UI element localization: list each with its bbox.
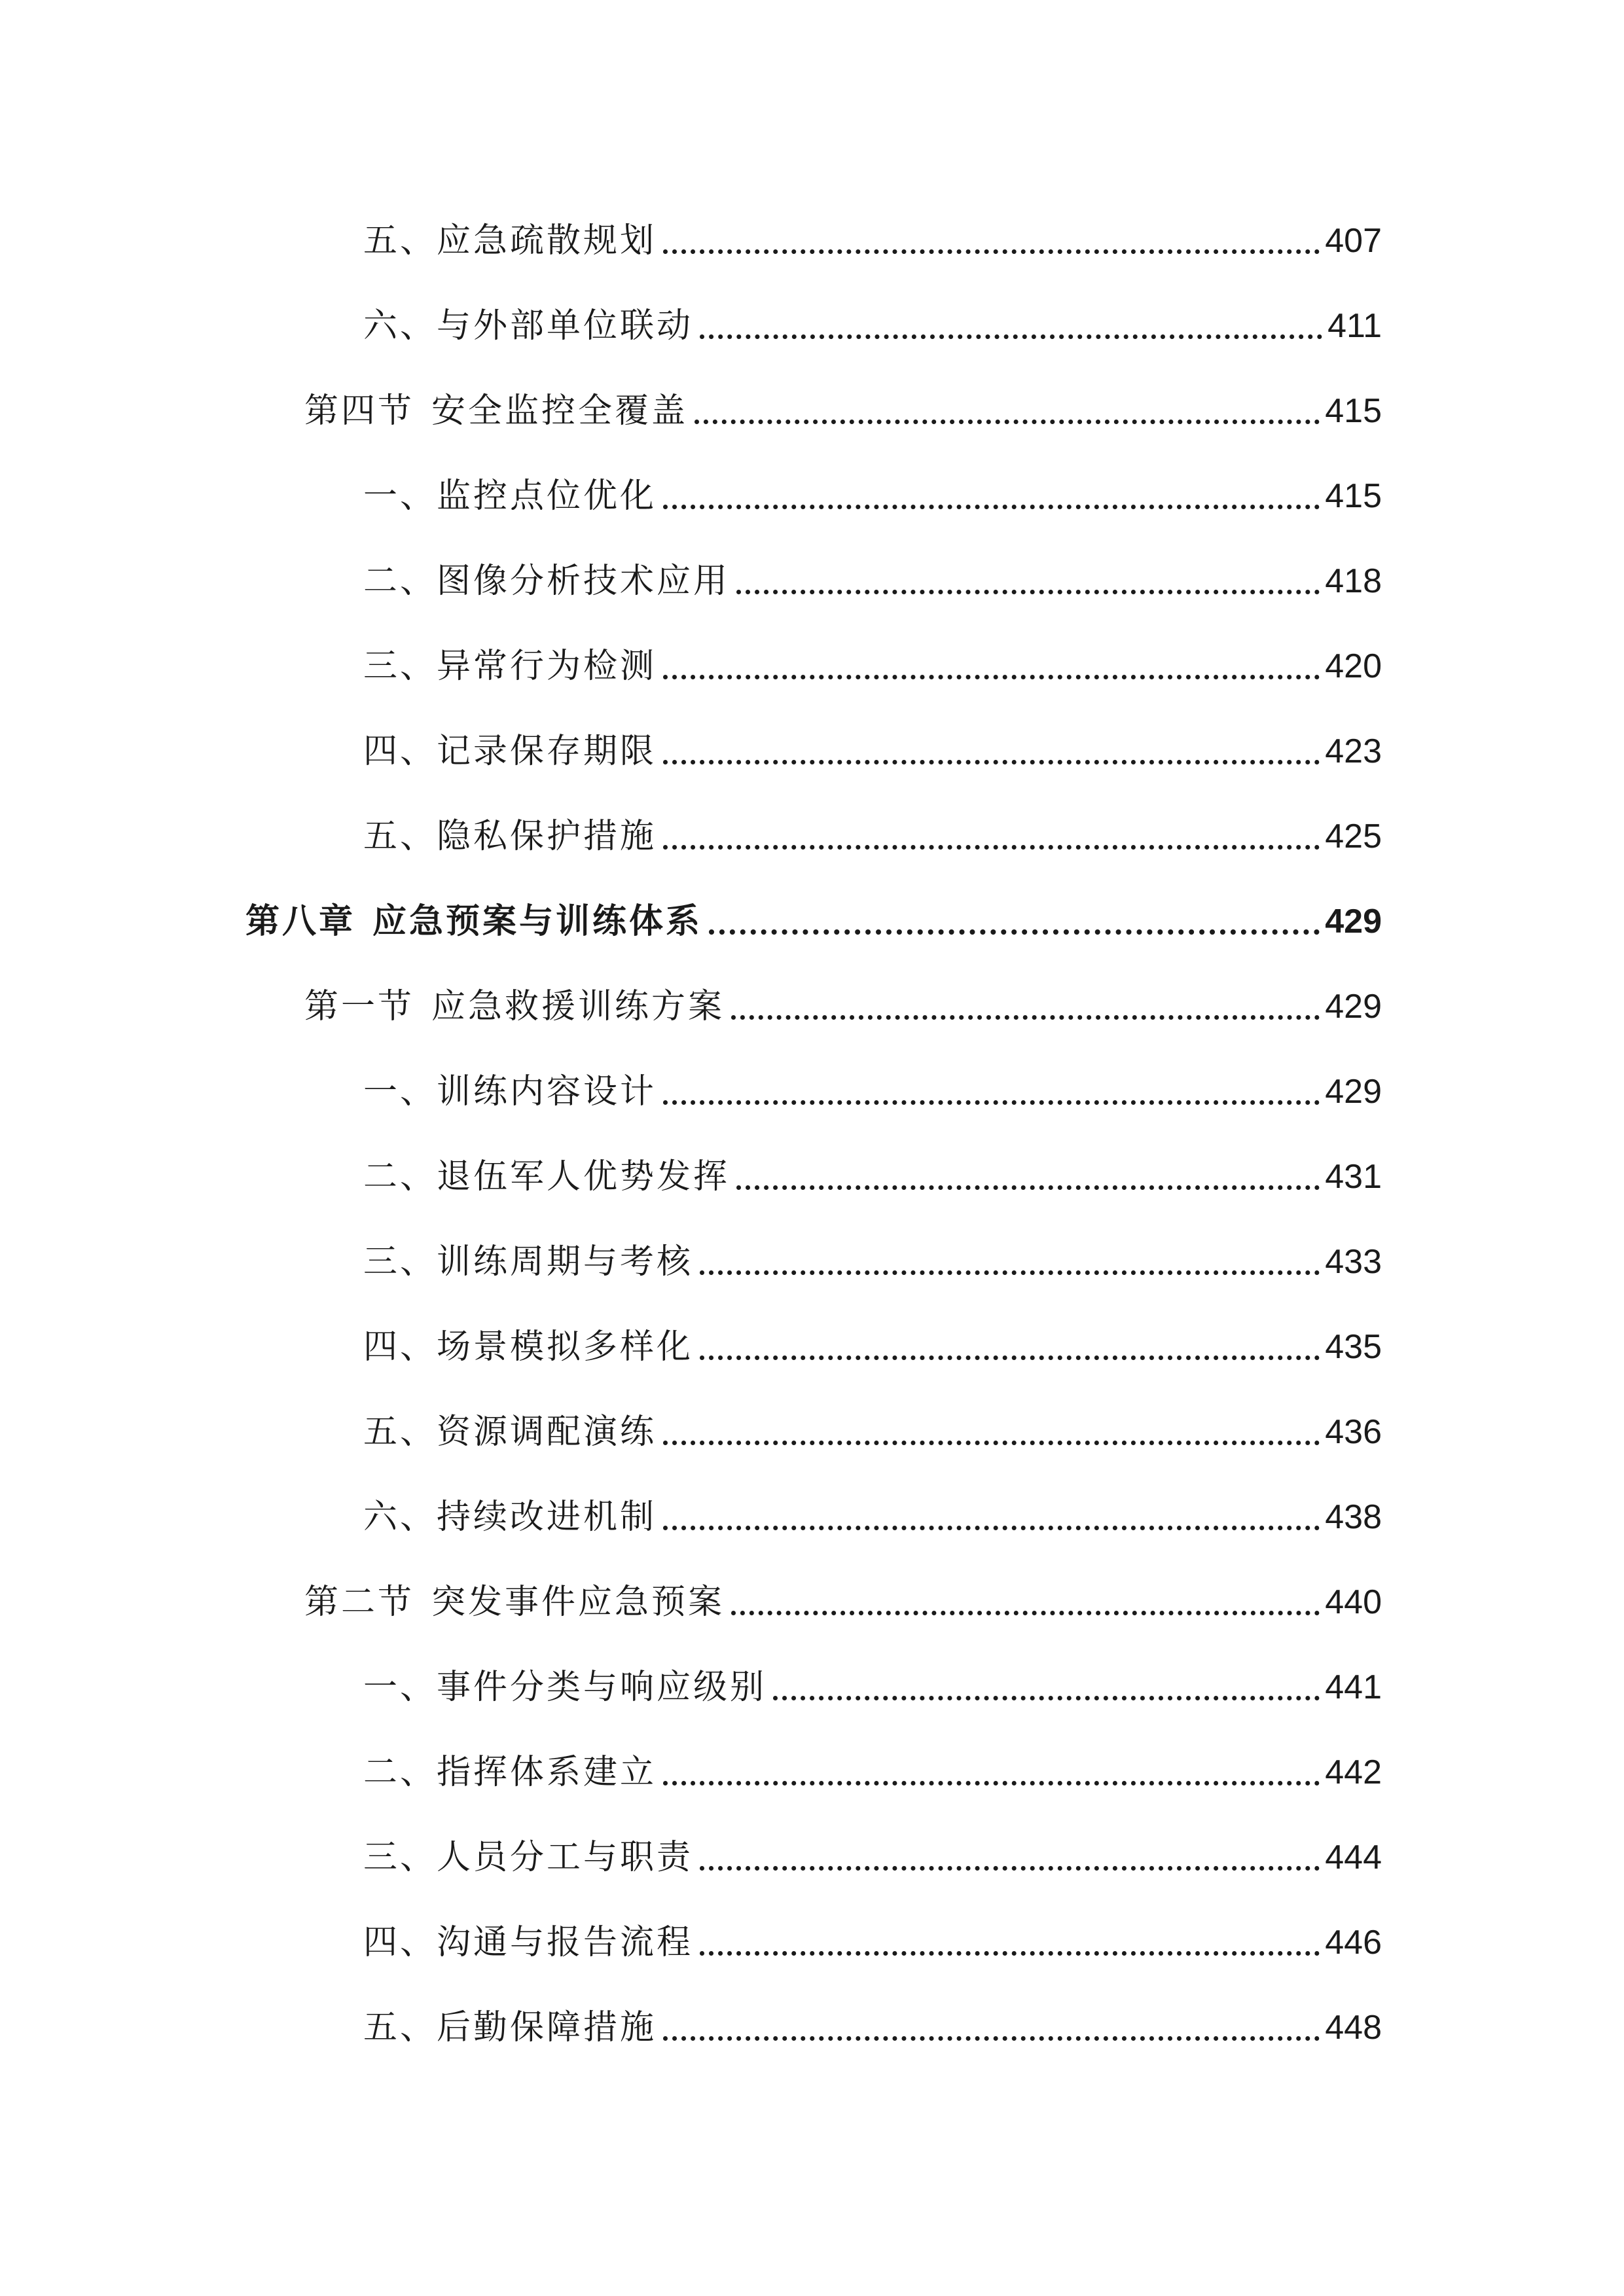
toc-entry-number: 三、 [363, 1838, 437, 1877]
toc-entry-title: 训练周期与考核 [437, 1242, 694, 1282]
toc-entry-label [363, 1751, 657, 1793]
dot-leader [663, 1100, 1320, 1105]
toc-entry-label [363, 1922, 693, 1964]
toc-entry-label [363, 645, 657, 687]
toc-entry-number: 五、 [363, 221, 437, 260]
toc-entry-title: 异常行为检测 [437, 647, 657, 686]
toc-page-number: 448 [1325, 2009, 1382, 2047]
dot-leader [695, 420, 1320, 424]
dot-leader [663, 845, 1320, 850]
toc-entry[interactable] [363, 635, 1382, 687]
toc-entry-title: 应急预案与训练体系 [372, 902, 703, 941]
toc-entry-label [363, 1156, 730, 1198]
toc-entry-label [363, 1496, 657, 1538]
toc-entry-title: 记录保存期限 [437, 732, 657, 771]
toc-entry-number: 二、 [363, 1157, 437, 1196]
toc-entry[interactable] [363, 1145, 1382, 1198]
toc-entry-title: 退伍军人优势发挥 [437, 1157, 731, 1196]
toc-page-number: 407 [1325, 222, 1382, 260]
toc-page-number: 435 [1325, 1328, 1382, 1366]
toc-page-number: 425 [1325, 817, 1382, 855]
toc-entry[interactable] [363, 1826, 1382, 1878]
toc-entry-label [363, 560, 730, 602]
dot-leader [700, 1355, 1320, 1360]
toc-entry-title: 突发事件应急预案 [431, 1583, 725, 1622]
toc-page-number: 429 [1325, 988, 1382, 1026]
toc-entry-label [363, 305, 693, 347]
toc-entry[interactable] [363, 1401, 1382, 1453]
dot-leader [700, 1270, 1320, 1275]
toc-entry-number: 四、 [363, 1923, 437, 1962]
dot-leader [700, 1951, 1320, 1956]
toc-entry-title: 指挥体系建立 [437, 1753, 657, 1792]
toc-entry-label [304, 1581, 725, 1623]
toc-entry[interactable] [363, 1230, 1382, 1283]
toc-entry[interactable] [304, 380, 1382, 432]
toc-entry-number: 一、 [363, 476, 437, 516]
toc-page-number: 438 [1325, 1498, 1382, 1536]
toc-entry-number: 五、 [363, 1412, 437, 1452]
toc-entry-label [363, 475, 657, 517]
dot-leader [663, 505, 1320, 509]
toc-entry[interactable] [363, 1741, 1382, 1793]
toc-entry-number: 一、 [363, 1668, 437, 1707]
toc-entry[interactable] [304, 975, 1382, 1028]
dot-leader [663, 675, 1320, 679]
toc-entry-label [363, 1666, 767, 1708]
toc-entry-label [363, 1326, 693, 1368]
dot-leader [663, 1441, 1320, 1445]
toc-chapter-entry[interactable] [245, 890, 1382, 942]
toc-page-number: 429 [1325, 1073, 1382, 1111]
toc-page-number: 411 [1327, 307, 1382, 345]
toc-entry-title: 与外部单位联动 [437, 306, 694, 346]
toc-entry-number: 二、 [363, 1753, 437, 1792]
toc-page-number: 429 [1325, 903, 1382, 941]
toc-entry[interactable] [304, 1571, 1382, 1623]
toc-entry[interactable] [363, 1656, 1382, 1708]
dot-leader [663, 1781, 1320, 1785]
toc-entry[interactable] [363, 1316, 1382, 1368]
dot-leader [731, 1015, 1320, 1020]
dot-leader [663, 2036, 1320, 2041]
toc-entry-label [363, 1411, 657, 1453]
toc-entry-number: 三、 [363, 1242, 437, 1282]
toc-entry-title: 安全监控全覆盖 [431, 391, 689, 431]
toc-entry-number: 第四节 [304, 391, 415, 431]
toc-entry-title: 沟通与报告流程 [437, 1923, 694, 1962]
toc-entry-label [363, 816, 657, 857]
toc-entry-number: 六、 [363, 1498, 437, 1537]
toc-entry-number: 五、 [363, 817, 437, 856]
toc-page-number: 431 [1325, 1158, 1382, 1196]
dot-leader [736, 590, 1320, 594]
toc-entry-title: 应急疏散规划 [437, 221, 657, 260]
toc-entry-label [304, 390, 688, 432]
dot-leader [663, 249, 1320, 254]
toc-entry-number: 四、 [363, 1327, 437, 1367]
toc-page-number: 444 [1325, 1839, 1382, 1876]
toc-entry-label [363, 730, 657, 772]
toc-entry-number: 二、 [363, 562, 437, 601]
toc-entry-label [363, 220, 657, 262]
toc-entry-number: 三、 [363, 647, 437, 686]
toc-entry-title: 应急救援训练方案 [431, 987, 725, 1026]
toc-entry[interactable] [363, 209, 1382, 262]
toc-entry[interactable] [363, 295, 1382, 347]
toc-entry-title: 场景模拟多样化 [437, 1327, 694, 1367]
toc-entry-label [363, 1071, 657, 1113]
toc-entry-title: 后勤保障措施 [437, 2008, 657, 2047]
toc-page-number: 446 [1325, 1924, 1382, 1962]
toc-page-number: 436 [1325, 1413, 1382, 1451]
toc-page-number: 433 [1325, 1243, 1382, 1281]
toc-entry-number: 第八章 [245, 902, 356, 941]
toc-entry[interactable] [363, 1060, 1382, 1113]
toc-entry-title: 图像分析技术应用 [437, 562, 731, 601]
toc-page-number: 415 [1325, 392, 1382, 430]
toc-entry-number: 五、 [363, 2008, 437, 2047]
toc-entry[interactable] [363, 1486, 1382, 1538]
toc-page-number: 423 [1325, 732, 1382, 770]
toc-entry-label [363, 2007, 657, 2049]
toc-page-number: 442 [1325, 1753, 1382, 1791]
toc-entry[interactable] [363, 805, 1382, 857]
toc-entry[interactable] [363, 550, 1382, 602]
toc-entry-title: 隐私保护措施 [437, 817, 657, 856]
toc-entry-number: 六、 [363, 306, 437, 346]
toc-entry-title: 训练内容设计 [437, 1072, 657, 1111]
dot-leader [663, 1526, 1320, 1530]
dot-leader [663, 760, 1320, 764]
toc-page-number: 441 [1325, 1668, 1382, 1706]
toc-entry-title: 事件分类与响应级别 [437, 1668, 767, 1707]
toc-page-number: 440 [1325, 1583, 1382, 1621]
toc-entry-label [363, 1241, 693, 1283]
toc-entry-title: 持续改进机制 [437, 1498, 657, 1537]
toc-entry-title: 资源调配演练 [437, 1412, 657, 1452]
toc-entry-label [245, 901, 702, 942]
toc-entry-number: 第二节 [304, 1583, 415, 1622]
toc-entry-number: 一、 [363, 1072, 437, 1111]
toc-entry-title: 人员分工与职责 [437, 1838, 694, 1877]
toc-entry-number: 第一节 [304, 987, 415, 1026]
dot-leader [736, 1185, 1320, 1190]
toc-entry[interactable] [363, 1911, 1382, 1964]
dot-leader [709, 929, 1320, 935]
toc-entry-label [304, 986, 725, 1028]
toc-entry-title: 监控点位优化 [437, 476, 657, 516]
toc-entry[interactable] [363, 1996, 1382, 2049]
toc-page-number: 415 [1325, 477, 1382, 515]
dot-leader [700, 334, 1322, 339]
toc-page-number: 418 [1325, 562, 1382, 600]
toc-page-number: 420 [1325, 647, 1382, 685]
dot-leader [731, 1611, 1320, 1615]
toc-entry-number: 四、 [363, 732, 437, 771]
toc-entry-label [363, 1837, 693, 1878]
dot-leader [700, 1866, 1320, 1871]
dot-leader [773, 1696, 1320, 1700]
toc-entry[interactable] [363, 720, 1382, 772]
toc-entry[interactable] [363, 465, 1382, 517]
